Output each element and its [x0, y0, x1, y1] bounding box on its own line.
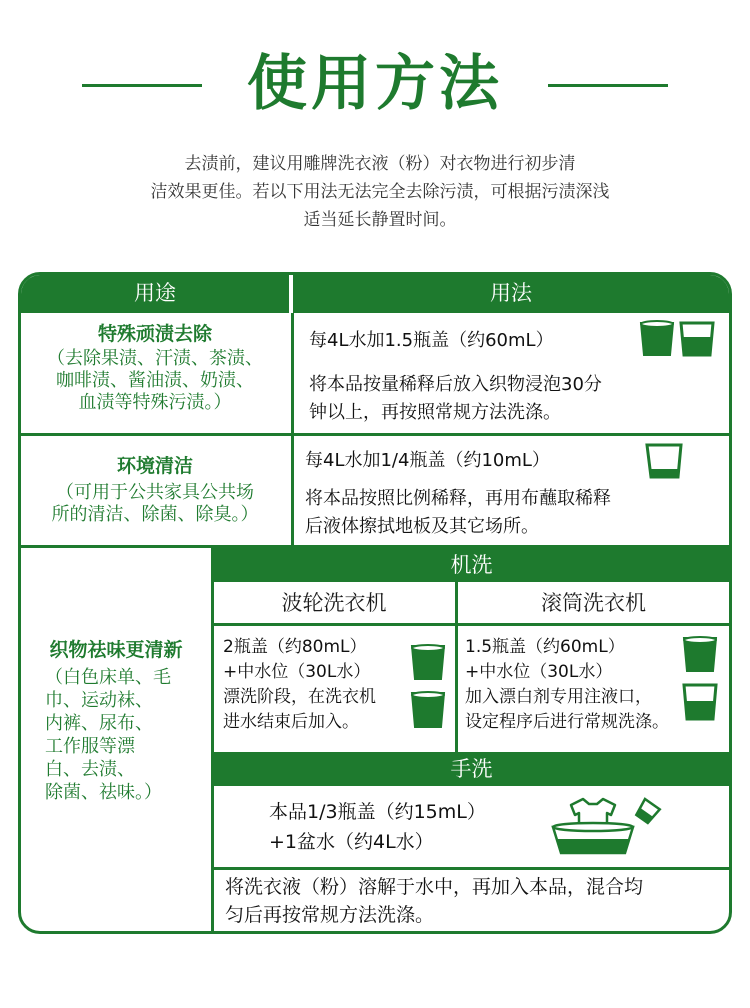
- hand-wash-header: 手洗: [214, 752, 729, 786]
- hand-method: [225, 873, 643, 929]
- desc-line: （可用于公共家具公共场: [56, 482, 254, 503]
- fabric-desc: [21, 666, 211, 804]
- row2-title: 环境清洁: [116, 455, 193, 477]
- fabric-title: 织物祛味更清新: [49, 639, 183, 661]
- instruction-line: +中水位（30L水）: [223, 662, 371, 682]
- col-header-method: 用法: [293, 275, 729, 313]
- row2-desc: [21, 482, 289, 526]
- hand-dose: [269, 797, 486, 857]
- method-line: 钟以上，再按照常规方法洗涤。: [309, 402, 561, 423]
- instruction-line: 设定程序后进行常规洗涤。: [465, 712, 669, 732]
- row2-purpose: [21, 451, 289, 526]
- fabric-purpose: [21, 635, 211, 804]
- method-line: 将本品按量稀释后放入织物浸泡30分: [309, 374, 602, 395]
- instruction-line: 进水结束后加入。: [223, 712, 359, 732]
- row2-method: [305, 485, 611, 541]
- desc-line: 工作服等漂: [45, 736, 135, 757]
- cap-icon-one-and-half: [681, 635, 721, 723]
- desc-line: （去除果渍、汗渍、茶渍、: [47, 348, 263, 369]
- usage-table: [18, 272, 732, 934]
- row1-desc: [21, 348, 289, 414]
- page-title: 使用方法: [247, 49, 503, 119]
- cap-icon-quarter: [643, 441, 687, 481]
- desc-line: 内裤、尿布、: [45, 713, 153, 734]
- intro-line: 适当延长静置时间。: [303, 210, 457, 230]
- row-divider: [21, 433, 729, 436]
- intro-text: [110, 150, 650, 234]
- instruction-line: 2瓶盖（约80mL）: [223, 637, 367, 657]
- instruction-line: +中水位（30L水）: [465, 662, 613, 682]
- machine-wash-header: 机洗: [214, 548, 729, 582]
- method-line: 将本品按照比例稀释，再用布蘸取稀释: [305, 488, 611, 509]
- cap-icon-full: [637, 319, 717, 359]
- title-rule-right: [548, 84, 668, 87]
- desc-line: 巾、运动袜、: [45, 690, 153, 711]
- row-divider: [214, 867, 729, 870]
- method-line: 后液体擦拭地板及其它场所。: [305, 516, 539, 537]
- dose-line: 本品1/3瓶盖（约15mL）: [269, 801, 486, 823]
- drum-instructions: [465, 635, 669, 735]
- pulsator-instructions: [223, 635, 376, 735]
- title-row: [0, 48, 750, 118]
- dose-line: +1盆水（约4L水）: [269, 831, 434, 853]
- desc-line: （白色床单、毛: [45, 667, 171, 688]
- drum-washer-label: 滚筒洗衣机: [541, 591, 646, 615]
- instruction-line: 1.5瓶盖（约60mL）: [465, 637, 625, 657]
- desc-line: 除菌、祛味。）: [45, 782, 162, 803]
- hand-wash-basin-icon: [549, 795, 669, 859]
- method-line: 将洗衣液（粉）溶解于水中，再加入本品，混合均: [225, 876, 644, 898]
- row-divider: [214, 623, 729, 626]
- row1-dose: 每4L水加1.5瓶盖（约60mL）: [309, 330, 554, 351]
- instruction-line: 加入漂白剂专用注液口，: [465, 687, 652, 707]
- row1-method: [309, 371, 602, 427]
- pulsator-washer-label: 波轮洗衣机: [281, 591, 387, 615]
- row1-title: 特殊顽渍去除: [97, 323, 212, 345]
- row1-purpose: [21, 319, 289, 414]
- intro-line: 洁效果更佳。若以下用法无法完全去除污渍，可根据污渍深浅: [150, 182, 610, 202]
- desc-line: 白、去渍、: [45, 759, 135, 780]
- method-line: 匀后再按常规方法洗涤。: [225, 904, 435, 926]
- desc-line: 所的清洁、除菌、除臭。）: [51, 504, 259, 525]
- desc-line: 咖啡渍、酱油渍、奶渍、: [56, 370, 254, 391]
- column-divider: [291, 313, 294, 547]
- row2-dose: 每4L水加1/4瓶盖（约10mL）: [305, 450, 550, 471]
- cap-icon-double: [409, 643, 447, 731]
- desc-line: 血渍等特殊污渍。）: [78, 392, 232, 413]
- intro-line: 去渍前，建议用雕牌洗衣液（粉）对衣物进行初步清: [184, 154, 576, 174]
- instruction-line: 漂洗阶段，在洗衣机: [223, 687, 376, 707]
- col-header-purpose: 用途: [21, 275, 289, 313]
